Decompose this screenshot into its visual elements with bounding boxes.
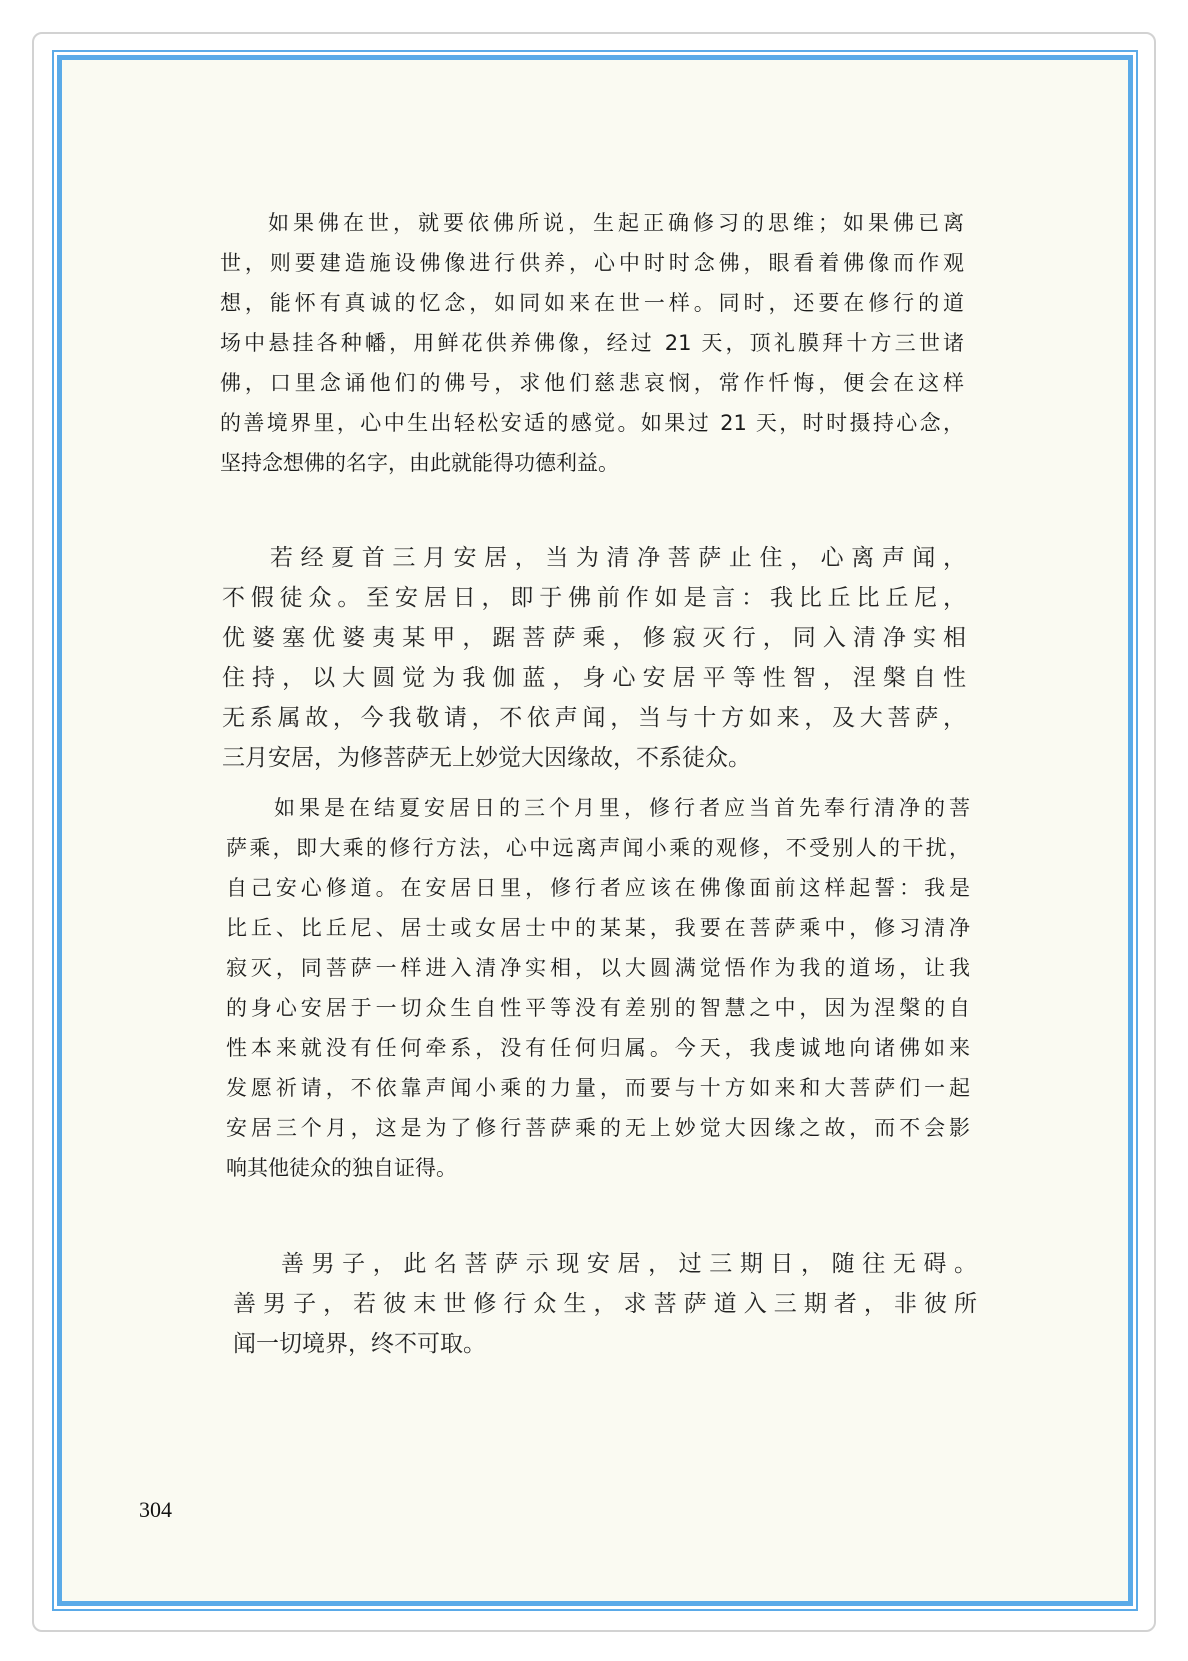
text-line: 善男子，此名菩萨示现安居，过三期日，随往无碍。 [281,1251,977,1277]
sutra-passage-1 [222,538,966,778]
text-line: 比丘、比丘尼、居士或女居士中的某某，我要在菩萨乘中，修习清净 [226,916,970,940]
text-line: 的身心安居于一切众生自性平等没有差别的智慧之中，因为涅槃的自 [226,996,970,1020]
text-line: 世，则要建造施设佛像进行供养，心中时时念佛，眼看着佛像而作观 [220,251,964,275]
page-number: 304 [139,1497,172,1522]
text-line: 安居三个月，这是为了修行菩萨乘的无上妙觉大因缘之故，而不会影 [226,1116,970,1140]
text-line: 善男子，若彼末世修行众生，求菩萨道入三期者，非彼所 [233,1291,977,1317]
text-line: 佛，口里念诵他们的佛号，求他们慈悲哀悯，常作忏悔，便会在这样 [220,371,964,395]
text-line: 性本来就没有任何牵系，没有任何归属。今天，我虔诚地向诸佛如来 [226,1036,970,1060]
text-line: 三月安居，为修菩萨无上妙觉大因缘故，不系徒众。 [222,745,751,771]
text-line: 坚持念想佛的名字，由此就能得功德利益。 [220,451,619,475]
text-line: 住持，以大圆觉为我伽蓝，身心安居平等性智，涅槃自性 [222,665,966,691]
sutra-passage-2 [233,1244,977,1364]
text-line: 的善境界里，心中生出轻松安适的感觉。如果过 21 天，时时摄持心念， [220,411,964,435]
text-line: 萨乘，即大乘的修行方法，心中远离声闻小乘的观修，不受别人的干扰， [226,836,970,860]
text-line: 优婆塞优婆夷某甲，踞菩萨乘，修寂灭行，同入清净实相 [222,625,966,651]
text-line: 发愿祈请，不依靠声闻小乘的力量，而要与十方如来和大菩萨们一起 [226,1076,970,1100]
text-line: 不假徒众。至安居日，即于佛前作如是言：我比丘比丘尼， [222,585,966,611]
text-line: 响其他徒众的独自证得。 [226,1156,457,1180]
text-line: 如果佛在世，就要依佛所说，生起正确修习的思维；如果佛已离 [268,211,964,235]
text-line: 自己安心修道。在安居日里，修行者应该在佛像面前这样起誓：我是 [226,876,970,900]
commentary-paragraph-2 [226,788,970,1188]
text-line: 寂灭，同菩萨一样进入清净实相，以大圆满觉悟作为我的道场，让我 [226,956,970,980]
text-line: 如果是在结夏安居日的三个月里，修行者应当首先奉行清净的菩 [274,796,970,820]
text-line: 闻一切境界，终不可取。 [233,1331,486,1357]
text-line: 想，能怀有真诚的忆念，如同如来在世一样。同时，还要在修行的道 [220,291,964,315]
text-line: 若经夏首三月安居，当为清净菩萨止住，心离声闻， [270,545,966,571]
text-line: 场中悬挂各种幡，用鲜花供养佛像，经过 21 天，顶礼膜拜十方三世诸 [220,331,964,355]
commentary-paragraph-1 [220,203,964,483]
text-line: 无系属故，今我敬请，不依声闻，当与十方如来，及大菩萨， [222,705,966,731]
